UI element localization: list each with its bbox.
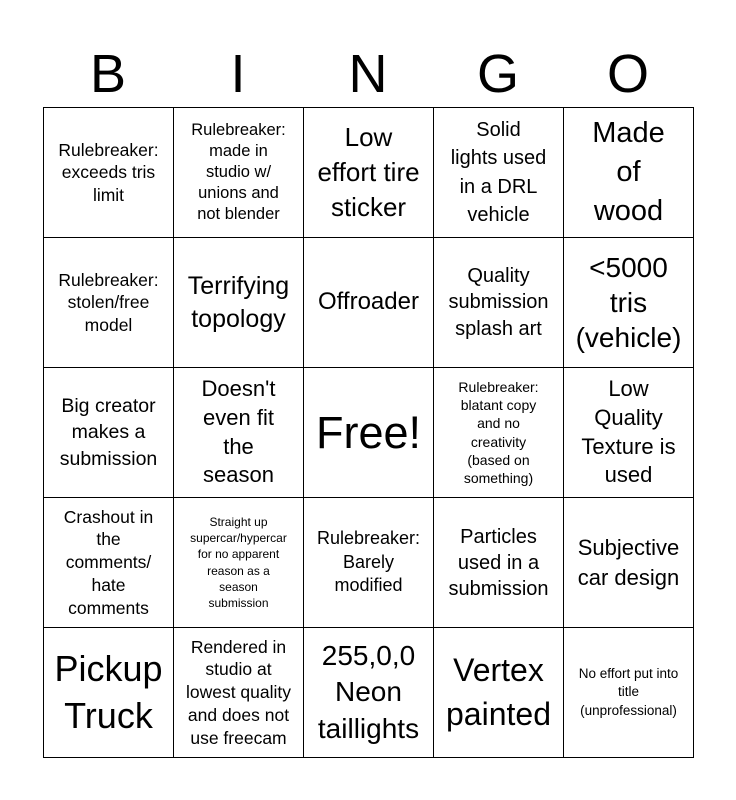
cell-text: 255,0,0 Neon taillights [317, 639, 420, 744]
bingo-cell-r1-c5[interactable] [564, 108, 694, 238]
cell-text: Rulebreaker: Barely modified [316, 528, 421, 596]
bingo-cell-r3-c5[interactable] [564, 368, 694, 498]
bingo-cell-r4-c4[interactable] [434, 498, 564, 628]
bingo-cell-r4-c5[interactable] [564, 498, 694, 628]
cell-text: Rendered in studio at lowest quality and does not use freecam [185, 636, 292, 748]
bingo-cell-r3-c2[interactable] [174, 368, 304, 498]
cell-text: Rulebreaker: made in studio w/ unions and not blender [191, 121, 286, 223]
bingo-cell-r2-c1[interactable] [44, 238, 174, 368]
header-letter-i: I [230, 44, 246, 104]
bingo-cell-r5-c2[interactable] [174, 628, 304, 758]
bingo-cell-r4-c1[interactable] [44, 498, 174, 628]
cell-text: Solid lights used in a DRL vehicle [450, 118, 547, 226]
bingo-cell-r3-c3[interactable] [304, 368, 434, 498]
bingo-cell-r3-c1[interactable] [44, 368, 174, 498]
bingo-cell-r2-c3[interactable] [304, 238, 434, 368]
cell-text: No effort put into title (unprofessional) [578, 666, 679, 718]
bingo-cell-r4-c3[interactable] [304, 498, 434, 628]
bingo-cell-r1-c2[interactable] [174, 108, 304, 238]
bingo-cell-r2-c2[interactable] [174, 238, 304, 368]
cell-text: Quality submission splash art [448, 264, 549, 340]
bingo-grid [43, 107, 694, 758]
bingo-cell-r3-c4[interactable] [434, 368, 564, 498]
cell-text: Low Quality Texture is used [581, 376, 676, 488]
cell-text: Big creator makes a submission [59, 395, 158, 470]
header-letter-n: N [348, 44, 388, 104]
bingo-cell-r4-c2[interactable] [174, 498, 304, 628]
bingo-cell-r5-c1[interactable] [44, 628, 174, 758]
bingo-cell-r2-c4[interactable] [434, 238, 564, 368]
bingo-cell-r2-c5[interactable] [564, 238, 694, 368]
cell-text: Rulebreaker: exceeds tris limit [58, 139, 159, 205]
cell-text: Straight up supercar/hypercar for no apparent reason as a season submission [190, 514, 287, 610]
bingo-cell-r1-c1[interactable] [44, 108, 174, 238]
cell-text: Rulebreaker: stolen/free model [58, 269, 159, 335]
header-letter-b: B [89, 44, 127, 104]
header-letter-g: G [476, 44, 519, 104]
bingo-cell-r5-c3[interactable] [304, 628, 434, 758]
cell-text: Pickup Truck [54, 648, 163, 736]
cell-text: Subjective car design [577, 534, 680, 590]
cell-text: Crashout in the comments/ hate comments [63, 506, 154, 618]
free-space: Free! [315, 406, 422, 458]
cell-text: Doesn't even fit the season [201, 376, 276, 488]
cell-text: Made of wood [592, 116, 665, 228]
bingo-cell-r1-c3[interactable] [304, 108, 434, 238]
cell-text: Terrifying topology [187, 272, 290, 333]
cell-text: Vertex painted [446, 652, 551, 732]
cell-text: Low effort tire sticker [317, 121, 420, 223]
bingo-header [43, 40, 693, 108]
bingo-cell-r1-c4[interactable] [434, 108, 564, 238]
cell-text: Particles used in a submission [448, 525, 549, 600]
cell-text: Rulebreaker: blatant copy and no creativity (based on something) [458, 378, 539, 486]
bingo-cell-r5-c5[interactable] [564, 628, 694, 758]
bingo-cell-r5-c4[interactable] [434, 628, 564, 758]
header-letter-o: O [606, 44, 649, 104]
cell-text: <5000 tris (vehicle) [575, 252, 682, 353]
cell-text: Offroader [318, 288, 419, 316]
